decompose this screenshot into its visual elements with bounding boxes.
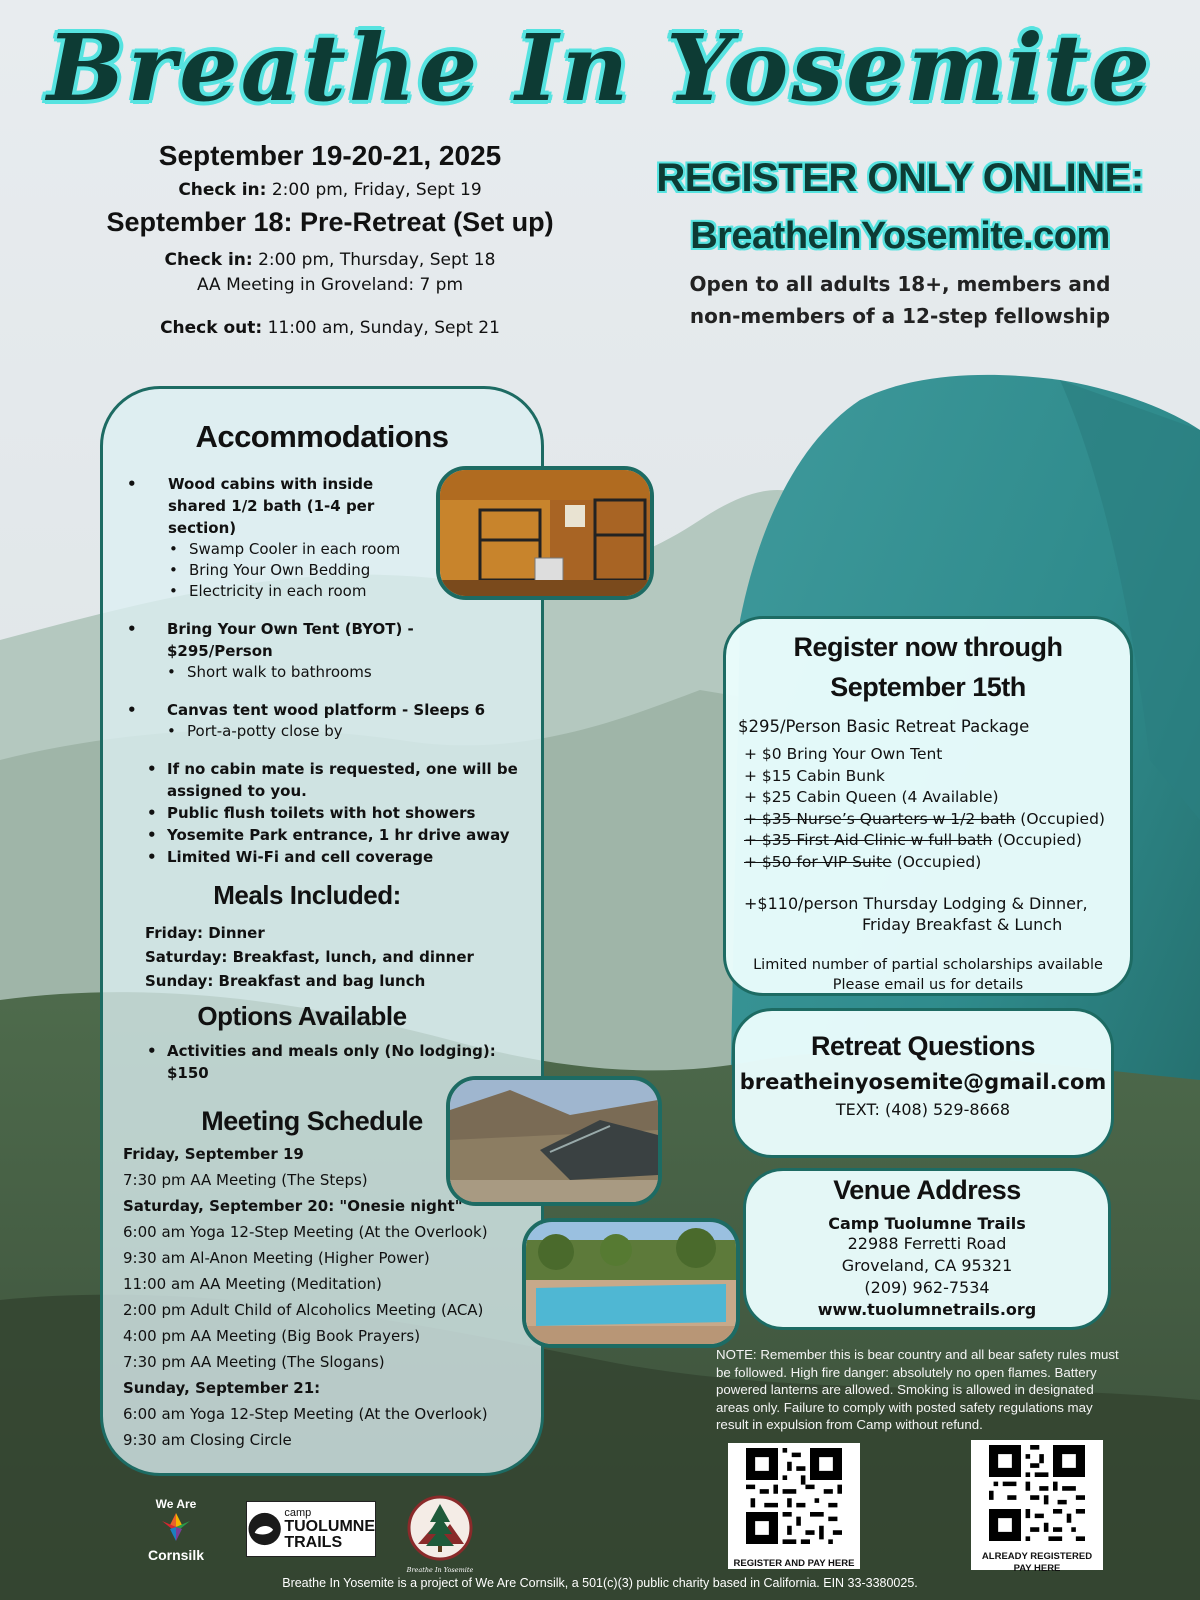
we-are-cornsilk-logo: We Are Cornsilk xyxy=(140,1497,212,1569)
venue-city: Groveland, CA 95321 xyxy=(841,1256,1013,1275)
breathe-in-yosemite-logo: Breathe In Yosemite xyxy=(406,1494,474,1570)
venue-phone: (209) 962-7534 xyxy=(864,1278,990,1297)
footer-text: Breathe In Yosemite is a project of We Are Cornsilk, a 501(c)(3) public charity based in California. EIN 33-3380025. xyxy=(282,1576,918,1590)
list-item xyxy=(744,830,1118,852)
list-item: • Activities and meals only (No lodging): $150 xyxy=(143,1040,521,1084)
meal-line: Sunday: Breakfast and bag lunch xyxy=(145,972,426,990)
venue-panel xyxy=(743,1168,1111,1330)
contact-email-link[interactable]: breatheinyosemite@gmail.com xyxy=(739,1070,1107,1094)
questions-heading: Retreat Questions xyxy=(810,1031,1036,1061)
qr-code-icon xyxy=(989,1445,1085,1541)
register-online-heading: REGISTER ONLY ONLINE: xyxy=(656,156,1144,200)
poster-title: Breathe In Yosemite xyxy=(47,14,1153,122)
struck-option: + $35 First Aid Clinic w full bath xyxy=(744,831,993,849)
meeting-item: 6:00 am Yoga 12-Step Meeting (At the Overlook) xyxy=(123,1223,488,1241)
meal-line: Saturday: Breakfast, lunch, and dinner xyxy=(145,948,474,966)
list-item: • Canvas tent wood platform - Sleeps 6 xyxy=(123,699,521,721)
occupied-status: (Occupied) xyxy=(997,831,1082,849)
aa-meeting-groveland: AA Meeting in Groveland: 7 pm xyxy=(196,275,464,295)
qr-code-icon xyxy=(746,1448,842,1544)
retreat-dates: September 19-20-21, 2025 xyxy=(158,140,502,171)
pricing-heading: Register now through September 15th xyxy=(793,632,1063,702)
list-item: + $25 Cabin Queen (4 Available) xyxy=(744,788,999,806)
venue-name: Camp Tuolumne Trails xyxy=(828,1214,1026,1233)
dates-section xyxy=(90,140,570,341)
register-qr-code[interactable] xyxy=(728,1443,860,1569)
list-item: • Bring Your Own Bedding xyxy=(145,560,521,581)
list-item: + $0 Bring Your Own Tent xyxy=(744,745,943,763)
already-registered-qr-label: ALREADY REGISTERED PAY HERE xyxy=(981,1551,1093,1574)
questions-panel xyxy=(732,1008,1114,1158)
meeting-item: 11:00 am AA Meeting (Meditation) xyxy=(123,1275,382,1293)
occupied-status: (Occupied) xyxy=(1020,809,1105,828)
register-online-section xyxy=(640,156,1160,332)
venue-heading: Venue Address xyxy=(833,1175,1021,1205)
cornsilk-star-icon xyxy=(140,1511,212,1543)
bear-icon xyxy=(247,1504,282,1554)
meeting-schedule-heading: Meeting Schedule xyxy=(201,1106,423,1136)
already-registered-qr-code[interactable] xyxy=(971,1440,1103,1574)
list-item: • Yosemite Park entrance, 1 hr drive away xyxy=(143,824,523,846)
meals-heading: Meals Included: xyxy=(213,880,401,910)
list-item xyxy=(744,852,1118,874)
meeting-day: Friday, September 19 xyxy=(123,1145,304,1163)
lodging-options xyxy=(738,744,1118,873)
struck-option: + $35 Nurse’s Quarters w 1/2 bath xyxy=(744,809,1016,828)
list-item: • Short walk to bathrooms xyxy=(143,662,521,683)
list-item xyxy=(744,809,1118,831)
thursday-option: +$110/person Thursday Lodging & Dinner, Friday Breakfast & Lunch xyxy=(744,894,1088,934)
meeting-item: 7:30 pm AA Meeting (The Steps) xyxy=(123,1171,368,1189)
safety-note: NOTE: Remember this is bear country and all bear safety rules must be followed. High fire danger: absolutely no open flames. Battery powered lanterns are allowed. Smoking is allowed in designated areas only. Failure to comply with posted safety regulations may result in expulsion from Camp without refund. xyxy=(716,1347,1119,1432)
pre-retreat-heading: September 18: Pre-Retreat (Set up) xyxy=(106,207,554,237)
checkin-line: Check in: 2:00 pm, Friday, Sept 19 xyxy=(178,180,482,200)
meal-line: Friday: Dinner xyxy=(145,924,265,942)
eligibility-text: Open to all adults 18+, members and non-members of a 12-step fellowship xyxy=(689,272,1111,328)
canvas-tent-photo xyxy=(446,1076,662,1206)
list-item: • Bring Your Own Tent (BYOT) - $295/Person xyxy=(123,618,521,662)
list-item: • Public flush toilets with hot showers xyxy=(143,802,523,824)
meeting-item: 9:30 am Closing Circle xyxy=(123,1431,292,1449)
meeting-item: 6:00 am Yoga 12-Step Meeting (At the Overlook) xyxy=(123,1405,488,1423)
camp-tuolumne-trails-logo: camp TUOLUMNE TRAILS xyxy=(246,1501,376,1557)
register-qr-label: REGISTER AND PAY HERE xyxy=(733,1558,855,1569)
venue-website-link[interactable]: www.tuolumnetrails.org xyxy=(817,1300,1037,1319)
pine-tree-icon xyxy=(406,1494,474,1562)
pricing-panel xyxy=(723,616,1133,996)
meeting-item: 2:00 pm Adult Child of Alcoholics Meeting (ACA) xyxy=(123,1301,484,1319)
meeting-day: Saturday, September 20: "Onesie night" xyxy=(123,1197,463,1215)
list-item: • Swamp Cooler in each room xyxy=(145,539,521,560)
meeting-day: Sunday, September 21: xyxy=(123,1379,321,1397)
list-item: • If no cabin mate is requested, one will be assigned to you. xyxy=(143,758,523,802)
basic-package: $295/Person Basic Retreat Package xyxy=(738,717,1030,736)
contact-text-number: TEXT: (408) 529-8668 xyxy=(835,1100,1011,1119)
list-item: • Port-a-potty close by xyxy=(143,721,521,742)
occupied-status: (Occupied) xyxy=(896,852,982,871)
checkout-line: Check out: 11:00 am, Sunday, Sept 21 xyxy=(160,318,500,338)
meeting-item: 7:30 pm AA Meeting (The Slogans) xyxy=(123,1353,385,1371)
venue-street: 22988 Ferretti Road xyxy=(847,1234,1007,1253)
pool-photo xyxy=(522,1218,740,1348)
accommodations-heading: Accommodations xyxy=(195,419,449,454)
meeting-item: 4:00 pm AA Meeting (Big Book Prayers) xyxy=(123,1327,421,1345)
scholarship-note: Limited number of partial scholarships available Please email us for details xyxy=(753,957,1103,993)
list-item: • Limited Wi-Fi and cell coverage xyxy=(143,846,523,868)
cabin-photo xyxy=(436,466,654,600)
meeting-item: 9:30 am Al-Anon Meeting (Higher Power) xyxy=(123,1249,430,1267)
list-item: + $15 Cabin Bunk xyxy=(744,766,885,785)
list-item: • Electricity in each room xyxy=(145,581,521,602)
options-heading: Options Available xyxy=(197,1001,407,1031)
list-item: • Wood cabins with inside shared 1/2 bath (1-4 per section) xyxy=(123,473,413,539)
website-link[interactable]: BreatheInYosemite.com xyxy=(690,215,1110,257)
pre-checkin-line: Check in: 2:00 pm, Thursday, Sept 18 xyxy=(164,250,496,270)
struck-option: + $50 for VIP Suite xyxy=(744,852,892,871)
